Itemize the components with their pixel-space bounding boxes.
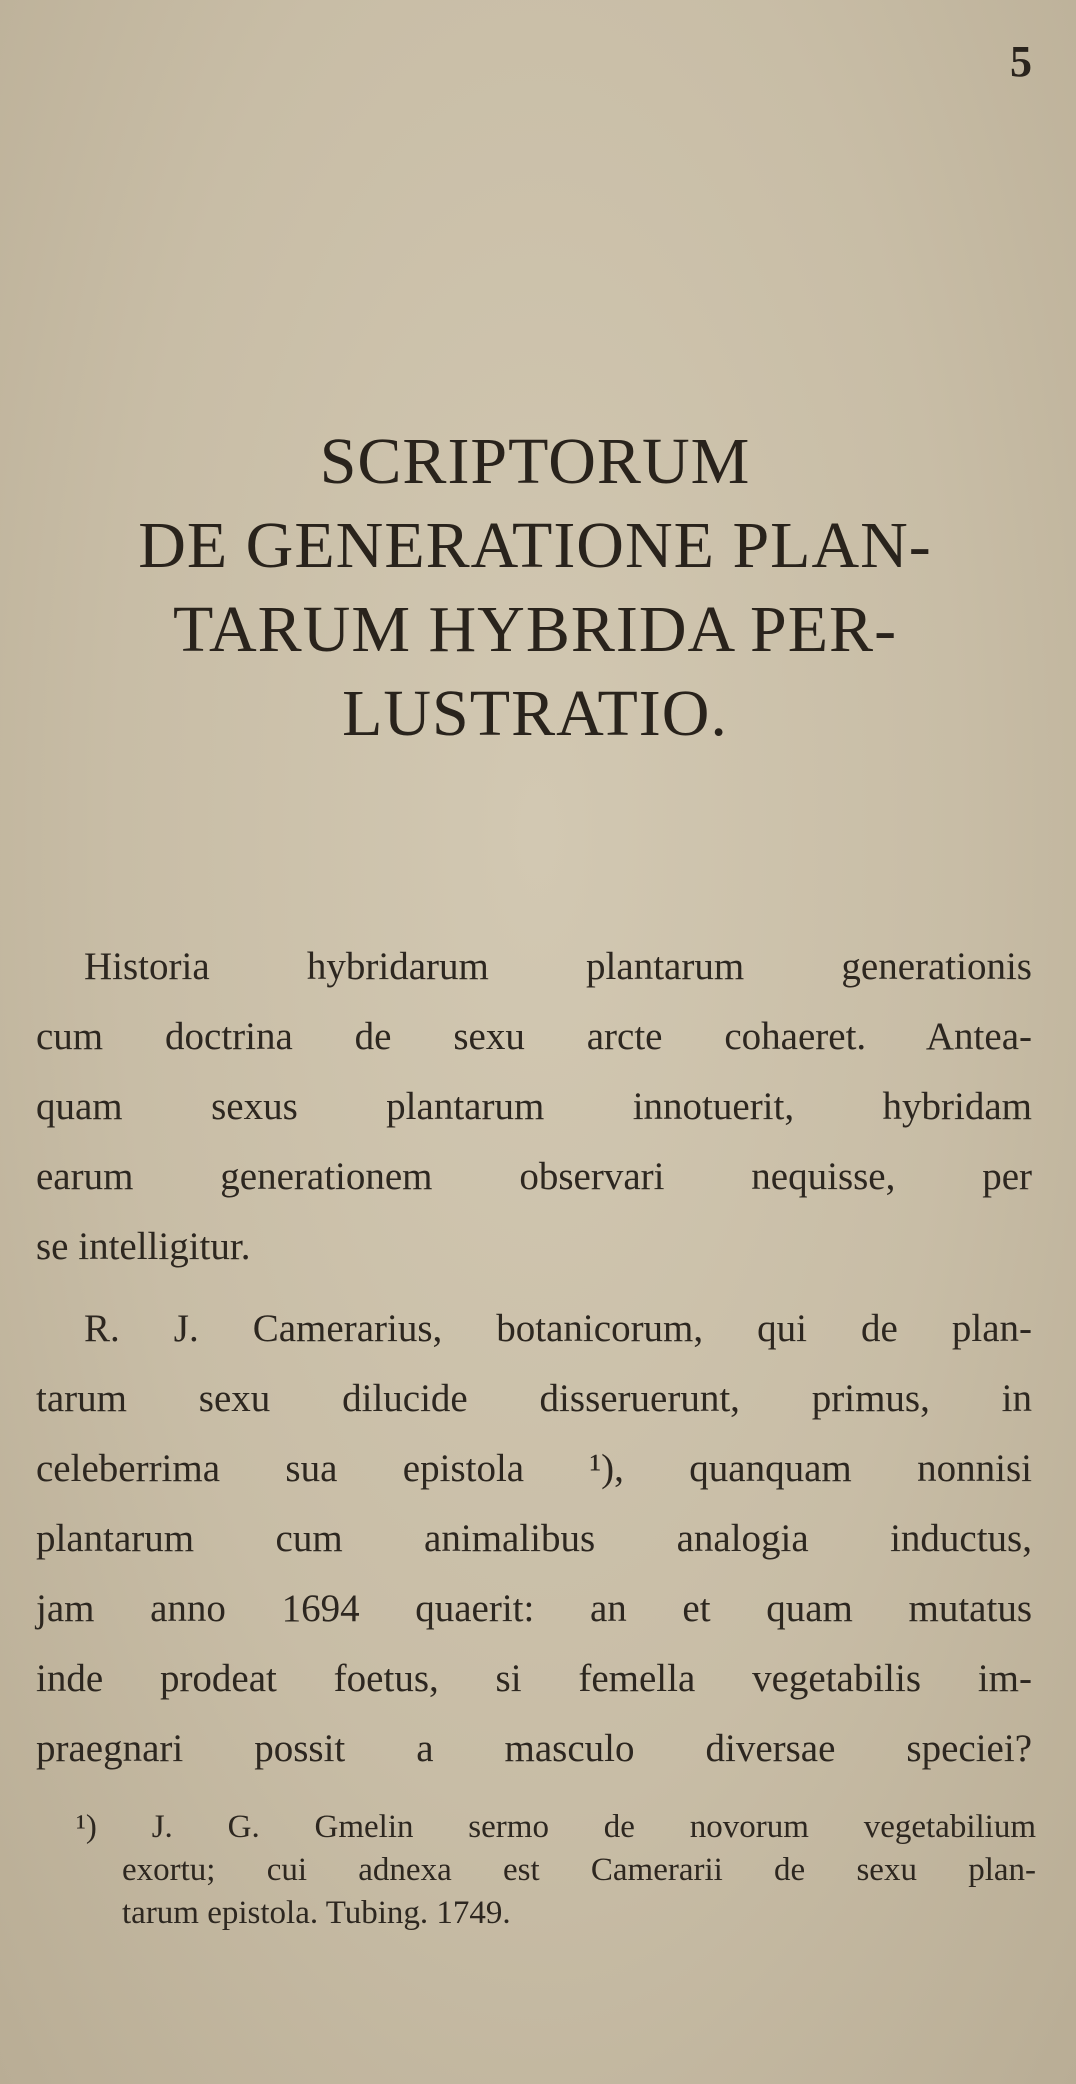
footnote-line: ¹) J. G. Gmelin sermo de novorum vegetabilium: [76, 1809, 1036, 1845]
text-line: inde prodeat foetus, si femella vegetabilis im-: [36, 1657, 1032, 1700]
paragraph-2: [36, 1294, 1032, 1784]
text-line: celeberrima sua epistola ¹), quanquam nonnisi: [36, 1447, 1032, 1490]
text-line: quam sexus plantarum innotuerit, hybridam: [36, 1085, 1032, 1128]
text-line: se intelligitur.: [36, 1225, 251, 1268]
page-number: 5: [1010, 37, 1032, 86]
chapter-title: [30, 420, 1040, 756]
text-line: R. J. Camerarius, botanicorum, qui de plan-: [84, 1307, 1032, 1350]
body-text: [36, 932, 1032, 1784]
text-line: praegnari possit a masculo diversae speciei?: [36, 1727, 1032, 1770]
title-line: DE GENERATIONE PLAN-: [138, 509, 932, 582]
title-line: SCRIPTORUM: [319, 425, 751, 498]
footnote-line: tarum epistola. Tubing. 1749.: [122, 1895, 511, 1931]
title-line: TARUM HYBRIDA PER-: [172, 593, 898, 666]
text-line: jam anno 1694 quaerit: an et quam mutatus: [36, 1587, 1032, 1630]
title-line: LUSTRATIO.: [342, 677, 728, 750]
paragraph-1: [36, 932, 1032, 1282]
text-line: Historia hybridarum plantarum generationis: [84, 945, 1032, 988]
footnote-line: exortu; cui adnexa est Camerarii de sexu plan-: [122, 1852, 1036, 1888]
text-line: tarum sexu dilucide disseruerunt, primus, in: [36, 1377, 1032, 1420]
text-line: cum doctrina de sexu arcte cohaeret. Antea-: [36, 1015, 1032, 1058]
text-line: plantarum cum animalibus analogia inductus,: [36, 1517, 1032, 1560]
footnote: [76, 1806, 1036, 1935]
text-line: earum generationem observari nequisse, per: [36, 1155, 1032, 1198]
